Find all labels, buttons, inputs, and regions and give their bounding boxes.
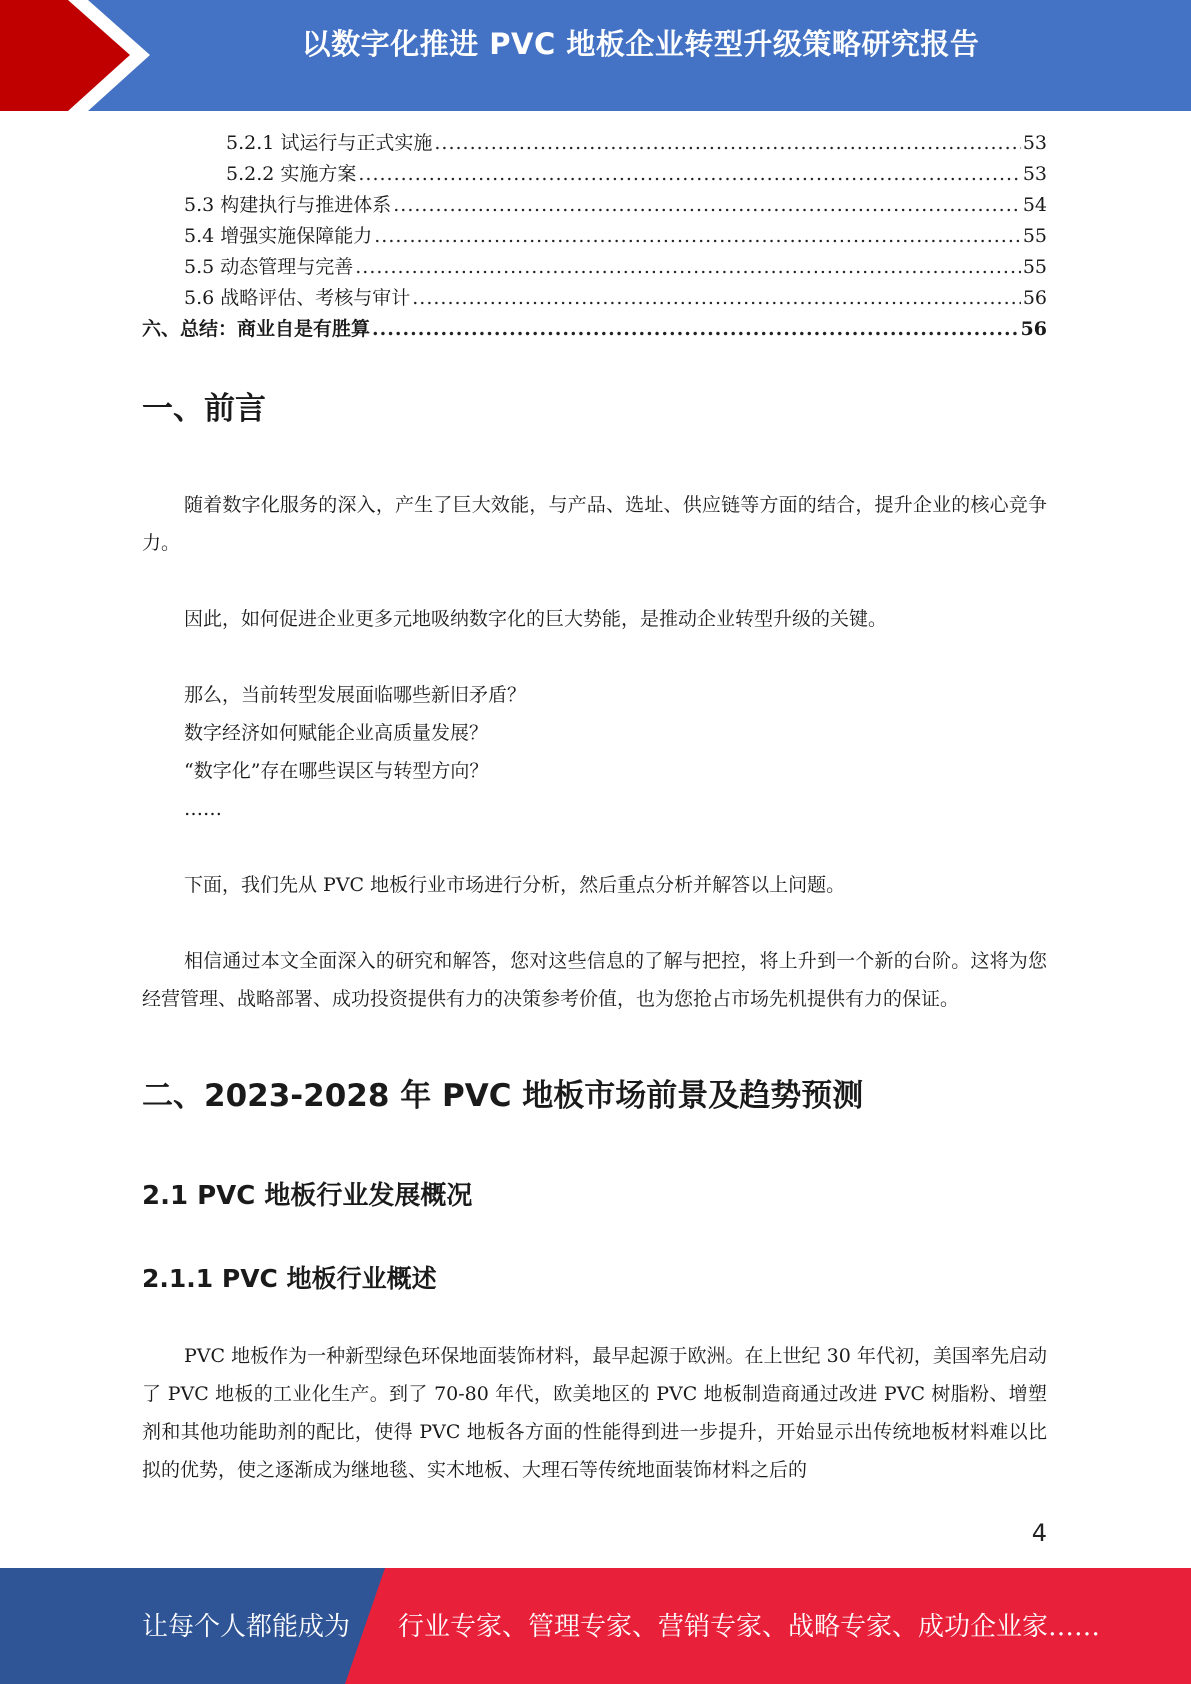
toc-entry-page: 55	[1022, 256, 1047, 278]
toc-entry-title: 5.2.1 试运行与正式实施	[226, 132, 433, 154]
question-line: “数字化”存在哪些误区与转型方向？	[184, 760, 489, 782]
toc-entry[interactable]	[142, 283, 1047, 314]
section-heading-market-outlook: 二、2023-2028 年 PVC 地板市场前景及趋势预测	[142, 1078, 864, 1114]
toc-entry-page: 54	[1022, 194, 1047, 216]
toc-dot-leader	[355, 252, 1021, 283]
toc-entry[interactable]	[142, 190, 1047, 221]
toc-dot-leader	[372, 314, 1019, 345]
footer-slogan-right: 行业专家、管理专家、营销专家、战略专家、成功企业家……	[398, 1612, 1101, 1642]
footer-banner	[0, 1568, 1191, 1684]
toc-entry-page: 56	[1022, 287, 1047, 309]
toc-dot-leader	[393, 190, 1021, 221]
header-bar	[0, 0, 1191, 111]
toc-entry[interactable]	[142, 159, 1047, 190]
ellipsis-line: ……	[184, 798, 222, 820]
toc-entry-title: 5.6 战略评估、考核与审计	[184, 287, 411, 309]
document-title: 以数字化推进 PVC 地板企业转型升级策略研究报告	[301, 27, 980, 61]
toc-dot-leader	[358, 159, 1020, 190]
page-number: 4	[1031, 1519, 1047, 1547]
section-heading-preface: 一、前言	[142, 391, 266, 427]
toc-entry[interactable]	[142, 314, 1047, 345]
subsubsection-heading: 2.1.1 PVC 地板行业概述	[142, 1264, 437, 1293]
toc-dot-leader	[434, 128, 1020, 159]
toc-entry-title: 5.4 增强实施保障能力	[184, 225, 373, 247]
toc-entry-title: 5.2.2 实施方案	[226, 163, 357, 185]
toc-entry-title: 5.3 构建执行与推进体系	[184, 194, 392, 216]
footer-slogan-left: 让每个人都能成为	[142, 1612, 351, 1642]
paragraph: 下面，我们先从 PVC 地板行业市场进行分析，然后重点分析并解答以上问题。	[184, 874, 846, 896]
toc-dot-leader	[412, 283, 1021, 314]
paragraph: 随着数字化服务的深入，产生了巨大效能，与产品、选址、供应链等方面的结合，提升企业的核心竞争力。	[142, 494, 1047, 554]
toc-entry-page: 55	[1022, 225, 1047, 247]
toc-entry-title: 六、总结：商业自是有胜算	[142, 318, 371, 340]
toc-entry-title: 5.5 动态管理与完善	[184, 256, 354, 278]
paragraph: PVC 地板作为一种新型绿色环保地面装饰材料，最早起源于欧洲。在上世纪 30 年代初，美国率先启动了 PVC 地板的工业化生产。到了 70-80 年代，欧美地区的 PVC 地板制造商通过改进 PVC 树脂粉、增塑剂和其他功能助剂的配比，使得 PVC 地板各方面的性能得到进一步提升，开始显示出传统地板材料难以比拟的优势，使之逐渐成为继地毯、实木地板、大理石等传统地面装饰材料之后的	[142, 1345, 1047, 1481]
toc-dot-leader	[374, 221, 1021, 252]
toc-entry-page: 56	[1020, 318, 1047, 340]
question-line: 数字经济如何赋能企业高质量发展？	[184, 722, 489, 744]
paragraph: 因此，如何促进企业更多元地吸纳数字化的巨大势能，是推动企业转型升级的关键。	[184, 608, 888, 630]
toc-entry[interactable]	[142, 128, 1047, 159]
subsection-heading: 2.1 PVC 地板行业发展概况	[142, 1181, 473, 1211]
toc-entry[interactable]	[142, 221, 1047, 252]
toc-entry-page: 53	[1022, 163, 1047, 185]
question-line: 那么，当前转型发展面临哪些新旧矛盾？	[184, 684, 527, 706]
toc-entry[interactable]	[142, 252, 1047, 283]
toc-entry-page: 53	[1022, 132, 1047, 154]
page-content	[142, 128, 1047, 1489]
paragraph: 相信通过本文全面深入的研究和解答，您对这些信息的了解与把控，将上升到一个新的台阶。这将为您经营管理、战略部署、成功投资提供有力的决策参考价值，也为您抢占市场先机提供有力的保证。	[142, 950, 1047, 1010]
table-of-contents	[142, 128, 1047, 345]
